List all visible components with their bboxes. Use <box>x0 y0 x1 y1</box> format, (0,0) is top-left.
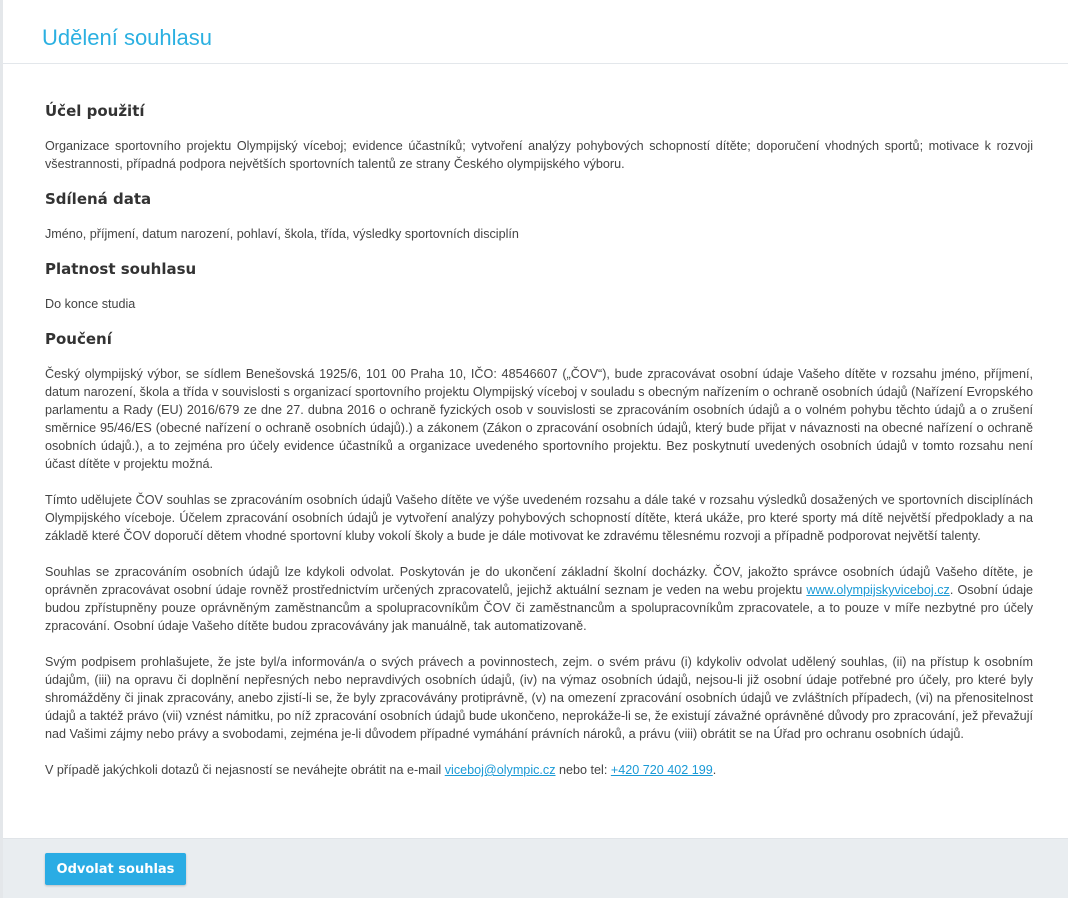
validity-heading: Platnost souhlasu <box>45 260 197 278</box>
p3-text-after: . Osobní údaje budou zpřístupněny pouze oprávněným zaměstnancům a spolupracovníkům ČOV či zaměstnancům a spolupracovníkům zpracovatele, a to pouze v míře nezbytné pro účely zpracování. Osobní údaje Vašeho dítěte budou zpracovávány jak manuálně, tak automatizovaně. <box>45 583 1033 633</box>
purpose-heading: Účel použití <box>45 102 145 120</box>
dialog-content <box>45 64 1033 779</box>
instruction-paragraph-3 <box>45 563 1033 635</box>
contact-email-link[interactable]: viceboj@olympic.cz <box>444 763 556 777</box>
shared-data-heading: Sdílená data <box>45 190 152 208</box>
revoke-consent-button[interactable]: Odvolat souhlas <box>45 853 186 885</box>
p5-text-after: . <box>712 763 717 777</box>
instruction-paragraph-4: Svým podpisem prohlašujete, že jste byl/a informován/a o svých právech a povinnostech, zejm. o svém právu (i) kdykoliv odvolat udělený souhlas, (ii) na přístup k osobním údajům, (iii) na opravu či doplnění nepřesných nebo nepravdivých osobních údajů, (iv) na výmaz osobních údajů, nejsou-li již osobní údaje potřebné pro účely, pro které byly shromážděny či jinak zpracovány, anebo zjistí-li se, že byly zpracovávány protiprávně, (v) na omezení zpracování osobních údajů ve zvláštních případech, (vi) na přenositelnost údajů a taktéž právo (vii) vznést námitku, po níž zpracování osobních údajů bude ukončeno, neprokáže-li se, že existují závažné oprávněné důvody pro zpracování, jež převažují nad Vašimi zájmy nebo právy a svobodami, zejména je-li důvodem případné vymáhání právních nároků, a právu (viii) obrátit se na Úřad pro ochranu osobních údajů. <box>45 655 1033 741</box>
validity-text: Do konce studia <box>45 297 136 311</box>
instruction-paragraph-5 <box>45 761 1033 779</box>
instruction-heading: Poučení <box>45 330 112 348</box>
dialog-title: Udělení souhlasu <box>42 25 213 50</box>
shared-data-text: Jméno, příjmení, datum narození, pohlaví, škola, třída, výsledky sportovních disciplín <box>45 227 519 241</box>
dialog-footer <box>3 838 1068 898</box>
dialog-header <box>3 0 1068 64</box>
purpose-text: Organizace sportovního projektu Olympijský víceboj; evidence účastníků; vytvoření analýzy pohybových schopností dítěte; doporučení vhodných sportů; motivace k rozvoji všestrannosti, případná podpora největších sportovních talentů ze strany Českého olympijského výboru. <box>45 139 1033 171</box>
instruction-paragraph-1: Český olympijský výbor, se sídlem Benešovská 1925/6, 101 00 Praha 10, IČO: 48546607 („ČOV“), bude zpracovávat osobní údaje Vašeho dítěte v rozsahu jméno, příjmení, datum narození, škola a třída v souvislosti s organizací sportovního projektu Olympijský víceboj v souladu s obecným nařízením o ochraně osobních údajů (Nařízení Evropského parlamentu a Rady (EU) 2016/679 ze dne 27. dubna 2016 o ochraně fyzických osob v souvislosti se zpracováním osobních údajů a o volném pohybu těchto údajů a o zrušení směrnice 95/46/ES (obecné nařízení o ochraně osobních údajů).) a zákonem (Zákon o zpracování osobních údajů, který bude přijat v návaznosti na obecné nařízení o ochraně osobních údajů.), a to zejména pro účely evidence účastníků a organizace uvedeného sportovního projektu. Bez poskytnutí uvedených osobních údajů v tomto rozsahu není účast dítěte v projektu možná. <box>45 367 1033 471</box>
contact-phone-link[interactable]: +420 720 402 199 <box>610 763 713 777</box>
p3-text-before: Souhlas se zpracováním osobních údajů lze kdykoli odvolat. Poskytován je do ukončení základní školní docházky. ČOV, jakožto správce osobních údajů Vašeho dítěte, je oprávněn zpracovávat osobní údaje rovněž prostřednictvím určených zpracovatelů, jejichž aktuální seznam je veden na webu projektu <box>45 565 1033 597</box>
p5-text-before: V případě jakýchkoli dotazů či nejasností se neváhejte obrátit na e-mail <box>45 763 445 777</box>
p5-text-middle: nebo tel: <box>555 763 611 777</box>
project-website-link[interactable]: www.olympijskyviceboj.cz <box>806 583 950 597</box>
instruction-paragraph-2: Tímto udělujete ČOV souhlas se zpracováním osobních údajů Vašeho dítěte ve výše uvedeném rozsahu a dále také v rozsahu výsledků dosažených ve sportovních disciplínách Olympijského víceboje. Účelem zpracování osobních údajů je vytvoření analýzy pohybových schopností dítěte, která ukáže, pro které sporty má dítě největší předpoklady a na základě které ČOV doporučí dětem vhodné sportovní kluby vokolí školy a bude je dále motivovat ke zdravému tělesnému rozvoji a případně podporovat největší talenty. <box>45 493 1033 543</box>
